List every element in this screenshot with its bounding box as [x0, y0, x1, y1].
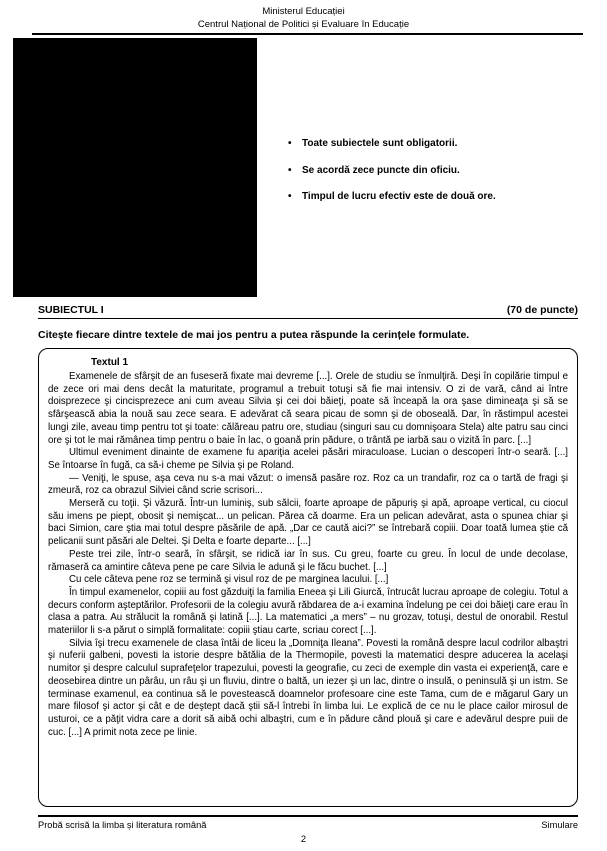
footer-session-label: Simulare — [541, 820, 578, 830]
exam-note-text: Toate subiectele sunt obligatorii. — [302, 138, 458, 149]
text1-paragraph: Cu cele câteva pene roz se termină şi visul roz de pe marginea lacului. [...] — [69, 574, 389, 586]
bullet-icon — [288, 138, 302, 149]
exam-note-text: Timpul de lucru efectiv este de două ore. — [302, 191, 496, 202]
subject-instruction: Citește fiecare dintre textele de mai jos pentru a putea răspunde la cerințele formulate. — [38, 329, 470, 341]
exam-note-item — [288, 165, 496, 176]
header-divider — [32, 33, 583, 35]
text1-heading: Textul 1 — [91, 357, 129, 368]
header-org-line1: Ministerul Educației — [262, 6, 345, 17]
subject-heading-row — [38, 304, 578, 319]
subject-points: (70 de puncte) — [506, 304, 578, 316]
bullet-icon — [288, 191, 302, 202]
page-header — [0, 6, 607, 31]
redacted-region — [13, 38, 257, 297]
footer-divider — [38, 815, 578, 817]
text1-paragraph: În timpul examenelor, copiii au fost găzduiţi la familia Eneea şi Lili Giurcă, întrucât lucrau aproape de colegiu. Totul a decurs conform aşteptărilor. Profesorii de la colegiu avură răbdarea de a-i examina îndelung pe cei doi băieţi care erau în clasa a patra. Au strălucit la română şi latină [...]. La matematici „a mers” – nu grozav, totuşi, destul de onorabil. Restul materiilor li s-a părut o simplă formalitate: copiii ştiau carte, scriau corect [...]. — [48, 586, 568, 637]
bullet-icon — [288, 165, 302, 176]
text1-paragraph: Merseră cu toţii. Şi văzură. Într-un luminiş, sub sălcii, foarte aproape de păpuriş şi apă, aproape vertical, cu ciocul său imens pe piept, obosit şi nemişcat... un pelican. Părea că doarme. Era un pelican adevărat, asta o spunea chiar şi baci Simion, care ştia mai totul despre păsările de apă. „Dar ce caută aici?” se întrebară copiii. Doar toată lumea ştie că pelicanii sunt păsări ale Deltei. Şi Delta e foarte departe... [...] — [48, 498, 568, 548]
text1-paragraph: Silvia îşi trecu examenele de clasa întâi de liceu la „Domniţa Ileana”. Povesti la română despre lacul codrilor albaştri şi nuferii galbeni, povesti la istorie despre bătălia de la Thermopile, povesti la matematici despre aducerea la acelaşi numitor şi despre calculul suprafeţelor trapezului, povesti la geografie, cu zeci de exemple din vasta ei experienţă, care e deosebirea dintre un pârâu, un râu şi un fluviu, dintre o baltă, un iezer şi un lac, dintre o insulă, o peninsulă şi un istm. Se terminase examenul, ea continua să le povestească doamnelor profesoare cine este Tama, cum de e măgarul Gary un mare filosof şi actor şi cât e de deştept dacă ştii să-l întrebi în limba lui. Le explică de ce nu le place cailor mirosul de usturoi, ce a păţit vidra care a dorit să aibă ochi albaştri, cum e în pădure când plouă şi care e adevărul despre puii de cuc. [...] A primit nota zece pe linie. — [48, 637, 568, 738]
text1-paragraph: Ultimul eveniment dinainte de examene fu apariţia acelei păsări miraculoase. Lucian o descoperi într-o seară. [...] Se întoarse în fugă, ca să-i cheme pe Silvia şi pe Roland. — [48, 447, 568, 471]
footer-exam-name: Probă scrisă la limba și literatura română — [38, 820, 207, 830]
text1-paragraph: Examenele de sfârşit de an fuseseră fixate mai devreme [...]. Orele de studiu se înmulţiră. Deşi în copilărie timpul e de zece ori mai dens decât la maturitate, programul a trebuit totuşi să fie mai intensiv. O zi de vară, când ai între doisprezece şi cincisprezece ani cum aveau Silvia şi cei doi băieţi, poate să înceapă la ora şase dimineaţa şi să se sfârşească abia la nouă sau zece seara. E adevărat că seara picau de somn şi de oboseală. Dar, în răstimpul acestei lungi zile, aveau timp pentru tot şi toate: călăreau patru ore, studiau (singuri sau cu domnişoara Stela) alte patru sau cinci ore şi tot le mai rămânea timp pentru o baie în lac, o goană prin pădure, o trântă pe iarbă sau o vizită în parc. [...] — [48, 371, 568, 446]
exam-note-item — [288, 138, 496, 149]
text1-box — [38, 348, 578, 807]
text1-paragraph: — Veniţi, le spuse, aşa ceva nu s-a mai văzut: o imensă pasăre roz. Roz ca un trandafir, roz ca o tartă de fragi şi zmeură, roz ca obrazul Silviei când scrie scrisori... — [48, 472, 568, 497]
exam-notes-list — [288, 138, 496, 218]
subject-title: SUBIECTUL I — [38, 304, 104, 316]
page-footer — [38, 820, 578, 830]
page-number: 2 — [300, 834, 307, 844]
text1-paragraph: Peste trei zile, într-o seară, în sfârşit, se ridică iar în sus. Cu greu, foarte cu greu. În locul de unde decolase, rămaseră ca amintire câteva pene pe care Silvia le adună şi le făcu buchet. [...] — [48, 548, 568, 573]
exam-note-text: Se acordă zece puncte din oficiu. — [302, 164, 460, 176]
header-org-line2: Centrul Național de Politici și Evaluare în Educație — [197, 18, 410, 30]
exam-note-item — [288, 191, 496, 202]
